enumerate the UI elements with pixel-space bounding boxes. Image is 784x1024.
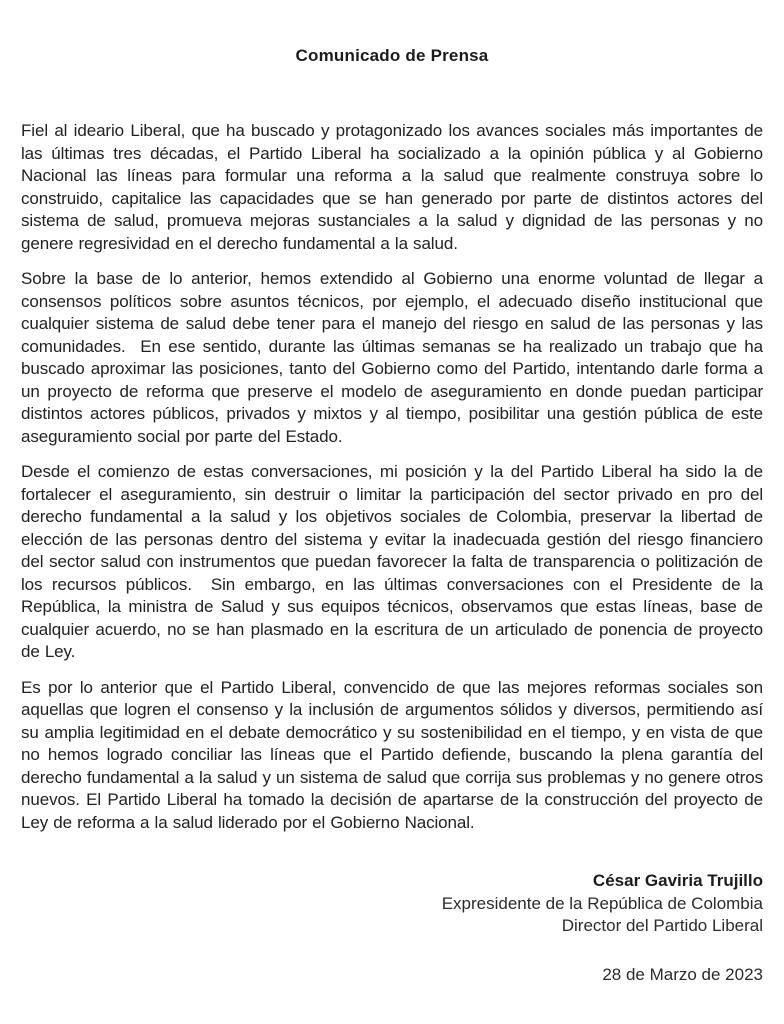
paragraph-4: Es por lo anterior que el Partido Liberal, convencido de que las mejores reformas sociales son aquellas que logren el consenso y la inclusión de argumentos sólidos y diversos, permitiendo así su amplia legitimidad en el debate democrático y su sostenibilidad en el tiempo, y en vista de que no hemos logrado conciliar las líneas que el Partido defiende, buscando la plena garantía del derecho fundamental a la salud y un sistema de salud que corrija sus problemas y no genere otros nuevos. El Partido Liberal ha tomado la decisión de apartarse de la construcción del proyecto de Ley de reforma a la salud liderado por el Gobierno Nacional. xyxy=(21,677,769,832)
paragraph-2: Sobre la base de lo anterior, hemos extendido al Gobierno una enorme voluntad de llegar a consensos políticos sobre asuntos técnicos, por ejemplo, el adecuado diseño institucional que cualquier sistema de salud debe tener para el manejo del riesgo en salud de las personas y las comunidades. En ese sentido, durante las últimas semanas se ha realizado un trabajo que ha buscado aproximar las posiciones, tanto del Gobierno como del Partido, intentando darle forma a un proyecto de reforma que preserve el modelo de aseguramiento en donde puedan participar distintos actores públicos, privados y mixtos y al tiempo, posibilitar una gestión pública de este aseguramiento social por parte del Estado. xyxy=(21,269,769,446)
signatory-role-director: Director del Partido Liberal xyxy=(561,916,763,935)
document-date: 28 de Marzo de 2023 xyxy=(602,964,763,984)
document-body xyxy=(21,120,769,834)
paragraph-3: Desde el comienzo de estas conversaciones, mi posición y la del Partido Liberal ha sido la de fortalecer el aseguramiento, sin destruir o limitar la participación del sector privado en pro del derecho fundamental a la salud y los objetivos sociales de Colombia, preservar la libertad de elección de las personas dentro del sistema y evitar la inadecuada gestión del riesgo financiero del sector salud con instrumentos que puedan favorecer la falta de transparencia o politización de los recursos públicos. Sin embargo, en las últimas conversaciones con el Presidente de la República, la ministra de Salud y sus equipos técnicos, observamos que estas líneas, base de cualquier acuerdo, no se han plasmado en la escritura de un articulado de ponencia de proyecto de Ley. xyxy=(21,462,769,661)
signatory-name: César Gaviria Trujillo xyxy=(592,871,763,890)
paragraph-1: Fiel al ideario Liberal, que ha buscado y protagonizado los avances sociales más importantes de las últimas tres décadas, el Partido Liberal ha socializado a la opinión pública y al Gobierno Nacional las líneas para formular una reforma a la salud que realmente construya sobre lo construido, capitalice las capacidades que se han generado por parte de distintos actores del sistema de salud, promueva mejoras sustanciales a la salud y dignidad de las personas y no genere regresividad en el derecho fundamental a la salud. xyxy=(21,121,769,253)
signature-block xyxy=(21,870,763,938)
document-title: Comunicado de Prensa xyxy=(295,46,489,65)
signatory-role-expresident: Expresidente de la República de Colombia xyxy=(441,893,763,913)
